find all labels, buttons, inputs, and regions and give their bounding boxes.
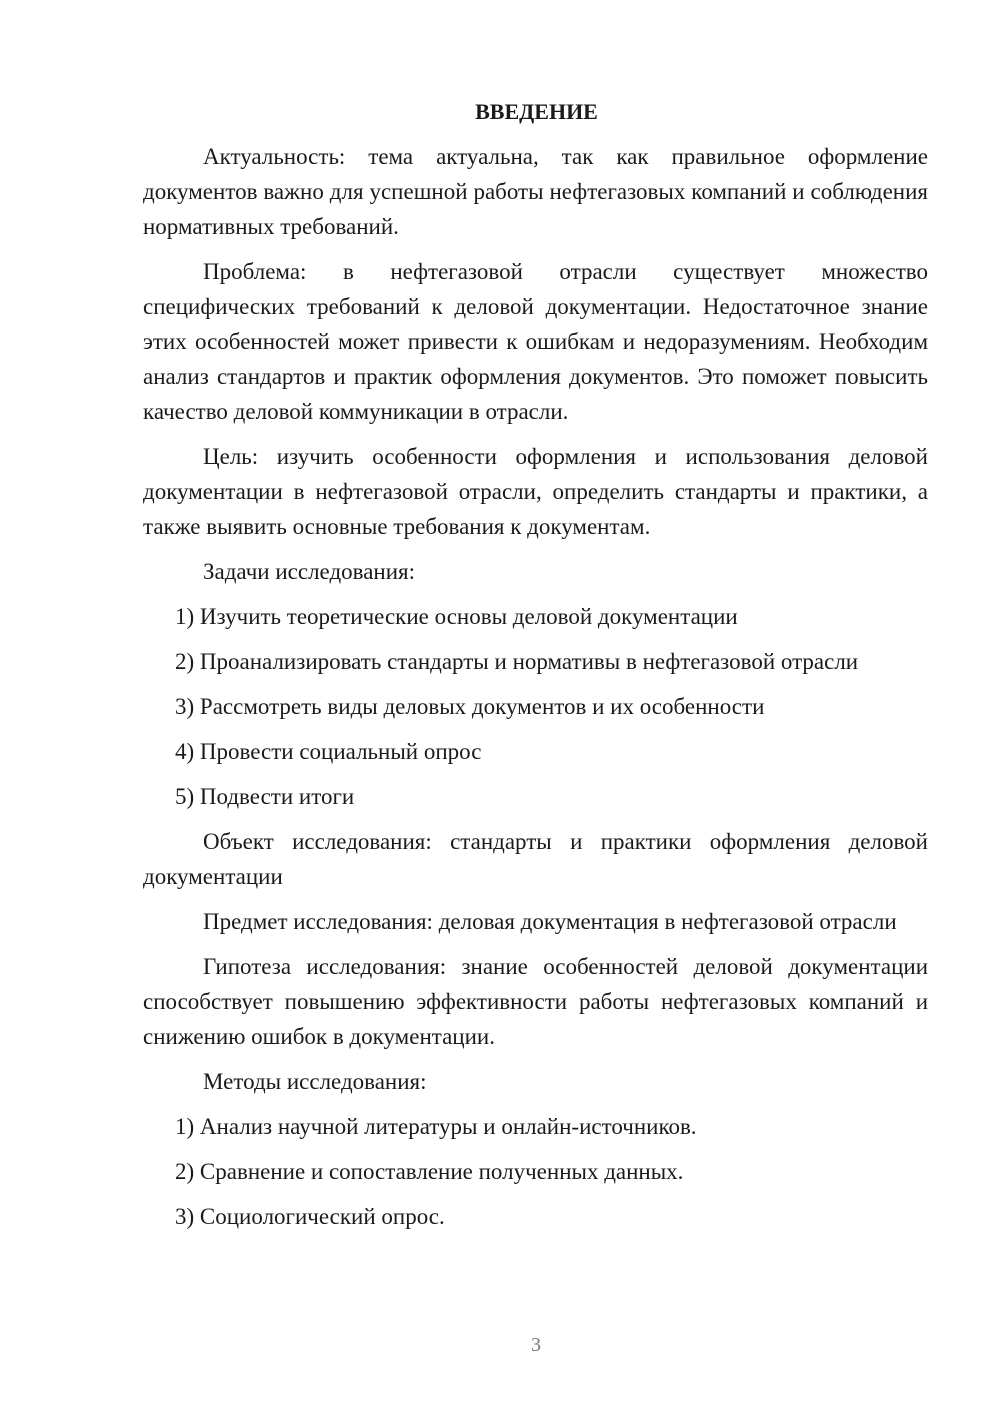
page-number: 3 [531,1334,541,1356]
goal-paragraph: Цель: изучить особенности оформления и использования деловой документации в нефтегазовой отрасли, определить стандарты и практики, а также выявить основные требования к документам. [143,444,928,539]
object-paragraph: Объект исследования: стандарты и практики оформления деловой документации [143,829,928,889]
method-item: 1) Анализ научной литературы и онлайн-источников. [175,1114,697,1139]
document-body [143,94,928,1244]
relevance-paragraph: Актуальность: тема актуальна, так как правильное оформление документов важно для успешной работы нефтегазовых компаний и соблюдения нормативных требований. [143,144,928,239]
task-item: 2) Проанализировать стандарты и нормативы в нефтегазовой отрасли [175,649,859,674]
task-item: 4) Провести социальный опрос [175,739,482,764]
task-item: 3) Рассмотреть виды деловых документов и их особенности [175,694,765,719]
method-item: 2) Сравнение и сопоставление полученных данных. [175,1159,684,1184]
methods-heading: Методы исследования: [203,1069,427,1094]
page-title: ВВЕДЕНИЕ [475,99,598,124]
tasks-heading: Задачи исследования: [203,559,416,584]
hypothesis-paragraph: Гипотеза исследования: знание особенностей деловой документации способствует повышению эффективности работы нефтегазовых компаний и снижению ошибок в документации. [143,954,928,1049]
method-item: 3) Социологический опрос. [175,1204,445,1229]
task-item: 5) Подвести итоги [175,784,355,809]
subject-paragraph: Предмет исследования: деловая документация в нефтегазовой отрасли [203,909,897,934]
task-item: 1) Изучить теоретические основы деловой документации [175,604,738,629]
problem-paragraph: Проблема: в нефтегазовой отрасли существует множество специфических требований к деловой документации. Недостаточное знание этих особенностей может привести к ошибкам и недоразумениям. Необходим анализ стандартов и практик оформления документов. Это поможет повысить качество деловой коммуникации в отрасли. [143,259,928,424]
